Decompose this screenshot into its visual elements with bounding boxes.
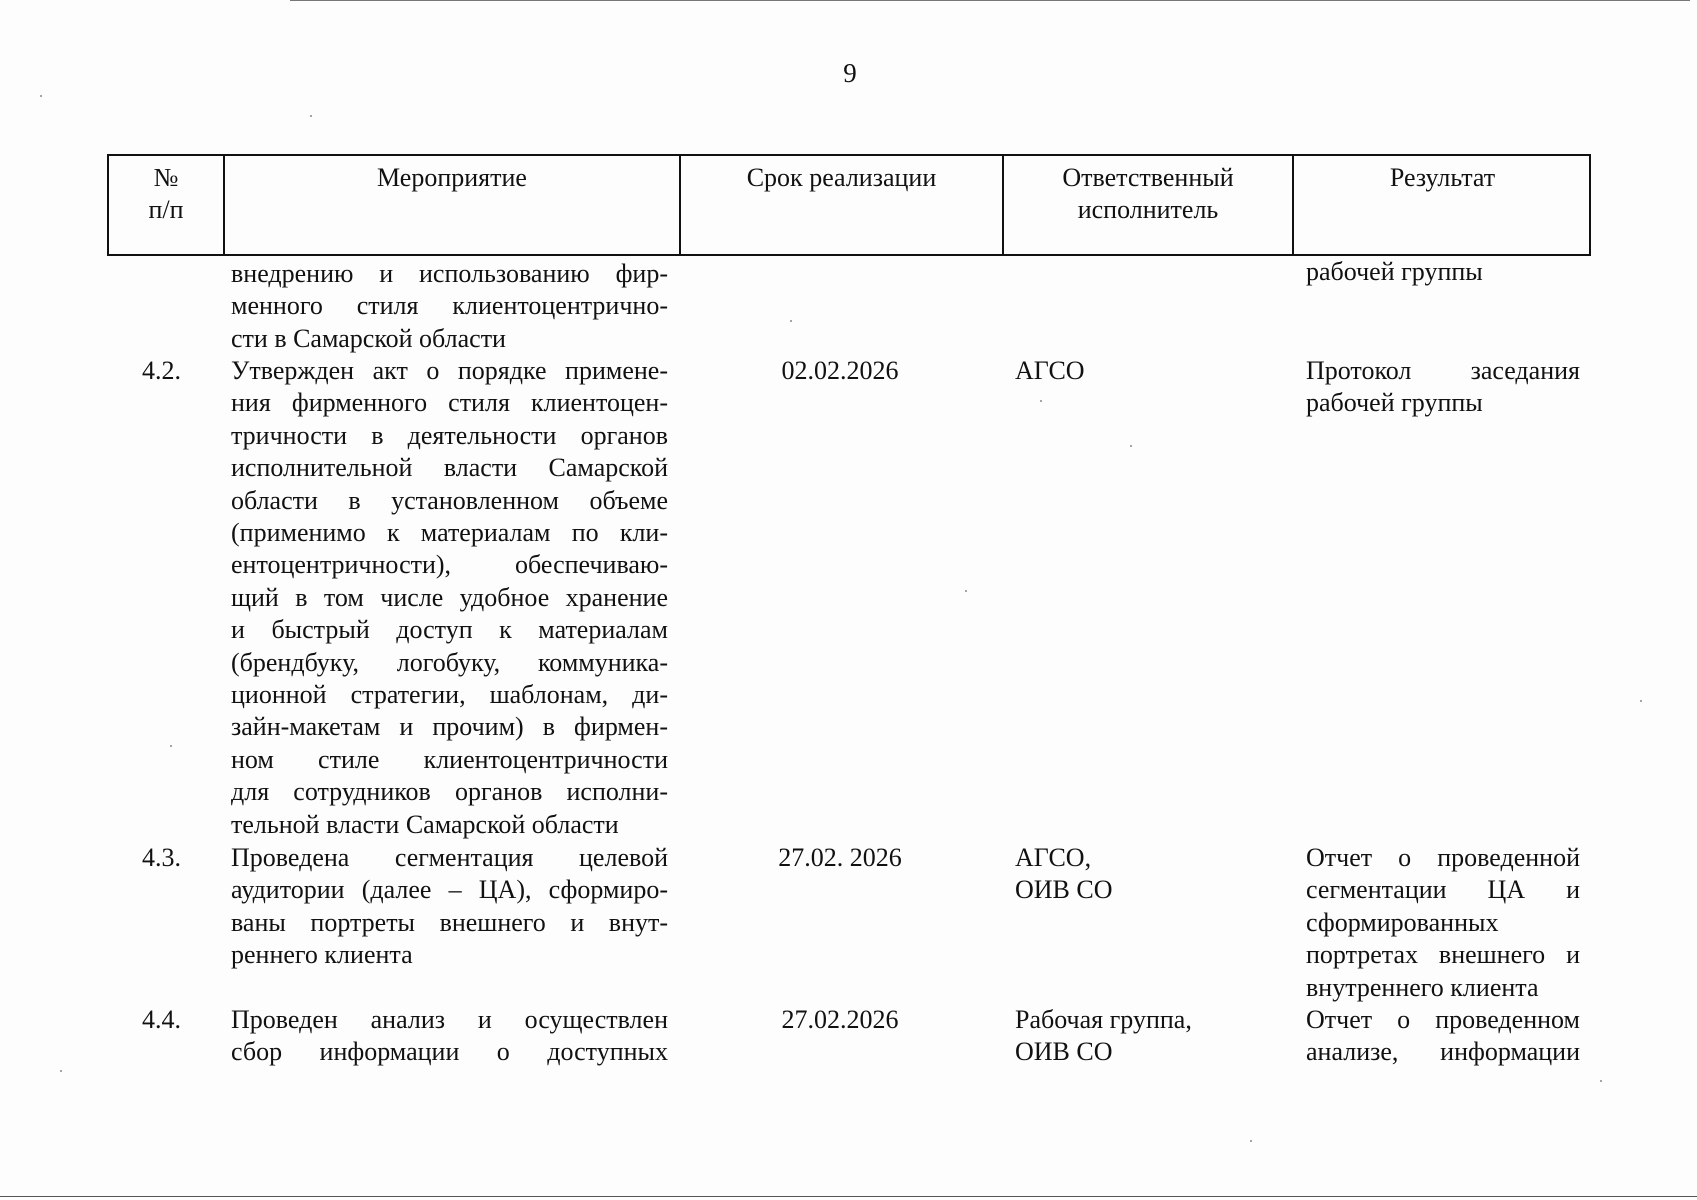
header-result-cell	[1292, 156, 1591, 254]
scan-speck	[1640, 700, 1642, 702]
text-line: менного стиля клиентоцентрично-	[231, 291, 668, 321]
row-4-3-num: 4.3.	[142, 843, 181, 872]
text-line: рабочей группы	[1306, 257, 1483, 286]
header-event-label: Мероприятие	[377, 163, 527, 192]
scan-speck	[60, 1070, 62, 1072]
header-num-symbol: №	[153, 163, 179, 192]
row-4-4-result	[1306, 1004, 1580, 1069]
text-line: внутреннего клиента	[1306, 972, 1539, 1002]
row-4-3-responsible	[1015, 842, 1265, 907]
header-responsible-line-1: Ответственный	[1062, 163, 1234, 192]
header-event-cell	[223, 156, 679, 254]
text-line: тричности в деятельности органов	[231, 420, 668, 450]
header-responsible-line-2: исполнитель	[1077, 195, 1219, 224]
header-deadline-cell	[679, 156, 1002, 254]
row-4-4-deadline: 27.02.2026	[781, 1005, 899, 1034]
text-line: ционной стратегии, шаблонам, ди-	[231, 680, 668, 710]
row-4-4-num: 4.4.	[142, 1005, 181, 1034]
text-line: АГСО,	[1015, 843, 1092, 872]
page-bottom-edge	[0, 1196, 1697, 1198]
text-line: Протокол заседания	[1306, 356, 1580, 385]
text-line: ния фирменного стиля клиентоцен-	[231, 388, 668, 418]
header-num-abbrev: п/п	[148, 195, 184, 224]
text-line: рабочей группы	[1306, 388, 1483, 418]
text-line: ОИВ СО	[1015, 1037, 1113, 1067]
row-4-2-responsible	[1015, 355, 1265, 387]
text-line: области в установленном объеме	[231, 485, 668, 515]
scan-speck	[310, 115, 312, 117]
scan-speck	[40, 95, 42, 97]
text-line: сформированных	[1306, 907, 1499, 937]
header-responsible-cell	[1002, 156, 1292, 254]
text-line: Проведен анализ и осуществлен	[231, 1005, 668, 1034]
text-line: реннего клиента	[231, 940, 413, 970]
scan-speck	[965, 590, 967, 592]
page-number: 9	[843, 58, 857, 88]
text-line: Утвержден акт о порядке примене-	[231, 356, 668, 385]
text-line: щий в том числе удобное хранение	[231, 582, 668, 612]
text-line: ваны портреты внешнего и внут-	[231, 907, 668, 937]
scan-speck	[1130, 445, 1132, 447]
text-line: сти в Самарской области	[231, 323, 506, 353]
text-line: внедрению и использованию фир-	[231, 259, 668, 288]
scan-speck	[790, 320, 792, 322]
text-line: зайн-макетам и прочим) в фирмен-	[231, 712, 668, 742]
scan-speck	[170, 745, 172, 747]
continuation-result-text	[1306, 256, 1580, 288]
text-line: Проведена сегментация целевой	[231, 843, 668, 872]
text-line: ОИВ СО	[1015, 875, 1113, 905]
text-line: анализе, информации	[1306, 1037, 1580, 1067]
text-line: исполнительной власти Самарской	[231, 453, 668, 483]
header-deadline-label: Срок реализации	[746, 163, 937, 192]
text-line: ентоцентричности), обеспечиваю-	[231, 550, 668, 580]
continuation-event-text	[231, 258, 668, 355]
text-line: (брендбуку, логобуку, коммуника-	[231, 647, 668, 677]
row-4-2-event	[231, 355, 668, 841]
text-line: и быстрый доступ к материалам	[231, 615, 668, 645]
row-4-3-event	[231, 842, 668, 972]
page-top-edge	[290, 0, 1690, 2]
scan-speck	[1250, 1140, 1252, 1142]
header-result-label: Результат	[1389, 163, 1496, 192]
text-line: Отчет о проведенной	[1306, 843, 1580, 872]
text-line: аудитории (далее – ЦА), сформиро-	[231, 875, 668, 905]
row-4-4-event	[231, 1004, 668, 1069]
scan-speck	[1040, 400, 1042, 402]
text-line: тельной власти Самарской области	[231, 809, 619, 839]
text-line: Рабочая группа,	[1015, 1005, 1192, 1034]
text-line: сегментации ЦА и	[1306, 875, 1580, 905]
text-line: АГСО	[1015, 356, 1085, 385]
text-line: портретах внешнего и	[1306, 940, 1580, 970]
row-4-2-deadline: 02.02.2026	[781, 356, 899, 385]
text-line: (применимо к материалам по кли-	[231, 518, 668, 548]
row-4-4-responsible	[1015, 1004, 1265, 1069]
text-line: сбор информации о доступных	[231, 1037, 668, 1067]
text-line: для сотрудников органов исполни-	[231, 777, 668, 807]
table-header	[107, 154, 1591, 256]
row-4-3-deadline: 27.02. 2026	[778, 843, 902, 872]
row-4-2-result	[1306, 355, 1580, 420]
scan-speck	[1600, 1080, 1602, 1082]
header-num-cell	[109, 156, 223, 254]
row-4-2-num: 4.2.	[142, 356, 181, 385]
text-line: ном стиле клиентоцентричности	[231, 744, 668, 774]
row-4-3-result	[1306, 842, 1580, 1004]
text-line: Отчет о проведенном	[1306, 1005, 1580, 1034]
